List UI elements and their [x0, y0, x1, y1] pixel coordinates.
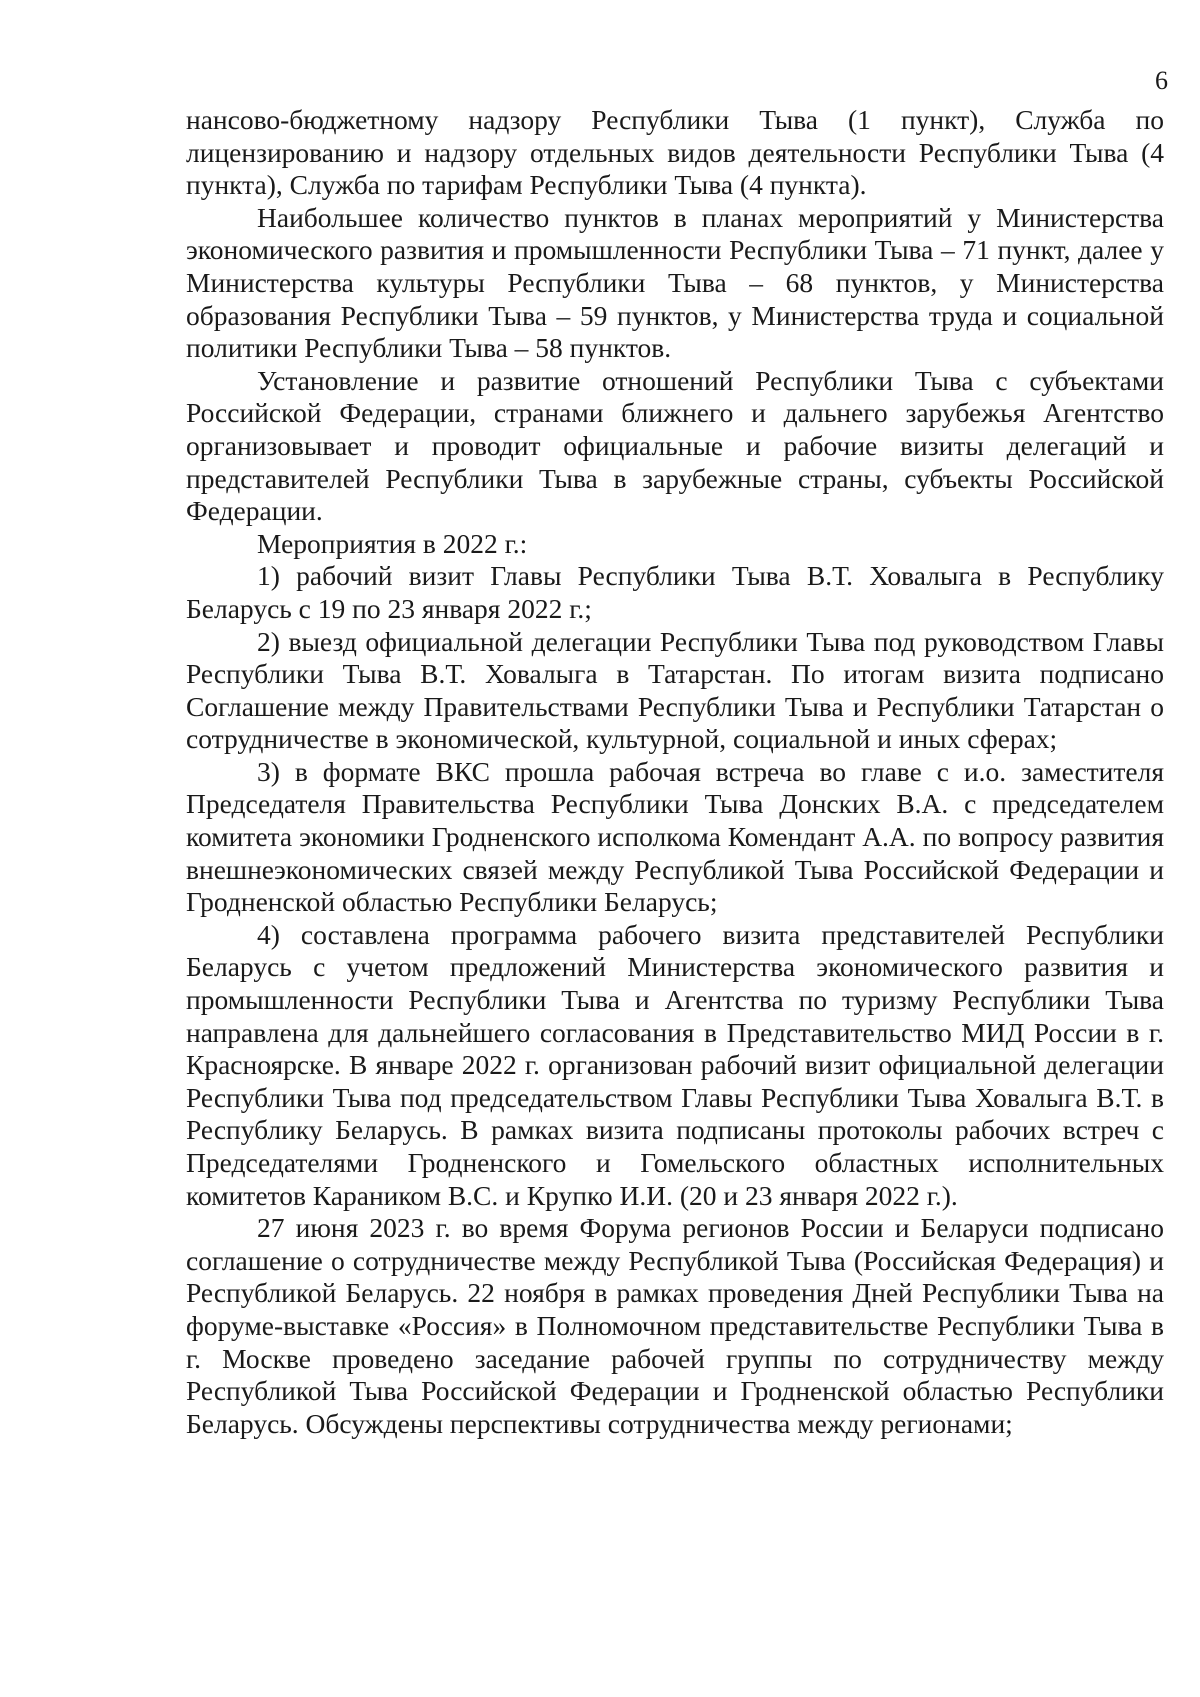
list-item-1: 1) рабочий визит Главы Республики Тыва В.Т. Ховалыга в Республику Беларусь с 19 по 23 января 2022 г.; [186, 560, 1164, 624]
paragraph-largest-plans: Наибольшее количество пунктов в планах мероприятий у Министерства экономического развития и промышленности Республики Тыва – 71 пункт, далее у Министерства культуры Республики Тыва – 68 пунктов, у Министерства образования Республики Тыва – 59 пунктов, у Министерства труда и социальной политики Республики Тыва – 58 пунктов. [186, 201, 1164, 364]
page-number: 6 [1155, 66, 1168, 95]
paragraph-forum-2023: 27 июня 2023 г. во время Форума регионов России и Беларуси подписано соглашение о сотрудничестве между Республикой Тыва (Российская Федерация) и Республикой Беларусь. 22 ноября в рамках проведения Дней Республики Тыва на форуме-выставке «Россия» в Полномочном представительстве Республики Тыва в г. Москве проведено заседание рабочей группы по сотрудничеству между Республикой Тыва Российской Федерации и Гродненской областью Республики Беларусь. Обсуждены перспективы сотрудничества между регионами; [186, 1212, 1164, 1439]
list-item-4: 4) составлена программа рабочего визита представителей Республики Беларусь с учетом предложений Министерства экономического развития и промышленности Республики Тыва и Агентства по туризму Республики Тыва направлена для дальнейшего согласования в Представительство МИД России в г. Красноярске. В январе 2022 г. организован рабочий визит официальной делегации Республики Тыва под председательством Главы Республики Тыва Ховалыга В.Т. в Республику Беларусь. В рамках визита подписаны протоколы рабочих встреч с Председателями Гродненского и Гомельского областных исполнительных комитетов Караником В.С. и Крупко И.И. (20 и 23 января 2022 г.). [186, 918, 1164, 1211]
paragraph-relations: Установление и развитие отношений Республики Тыва с субъектами Российской Федерации, странами ближнего и дальнего зарубежья Агентство организовывает и проводит официальные и рабочие визиты делегаций и представителей Республики Тыва в зарубежные страны, субъекты Российской Федерации. [186, 364, 1164, 527]
paragraph-events-heading: Мероприятия в 2022 г.: [257, 527, 528, 559]
list-item-3: 3) в формате ВКС прошла рабочая встреча во главе с и.о. заместителя Председателя Правительства Республики Тыва Донских В.А. с председателем комитета экономики Гродненского исполкома Комендант А.А. по вопросу развития внешнеэкономических связей между Республикой Тыва Российской Федерации и Гродненской областью Республики Беларусь; [186, 755, 1164, 918]
list-item-2: 2) выезд официальной делегации Республики Тыва под руководством Главы Республики Тыва В.Т. Ховалыга в Татарстан. По итогам визита подписано Соглашение между Правительствами Республики Тыва и Республики Татарстан о сотрудничестве в экономической, культурной, социальной и иных сферах; [186, 625, 1164, 755]
paragraph-continuation: нансово-бюджетному надзору Республики Тыва (1 пункт), Служба по лицензированию и надзору отдельных видов деятельности Республики Тыва (4 пункта), Служба по тарифам Республики Тыва (4 пункта). [186, 104, 1164, 201]
document-body [186, 104, 1164, 1440]
